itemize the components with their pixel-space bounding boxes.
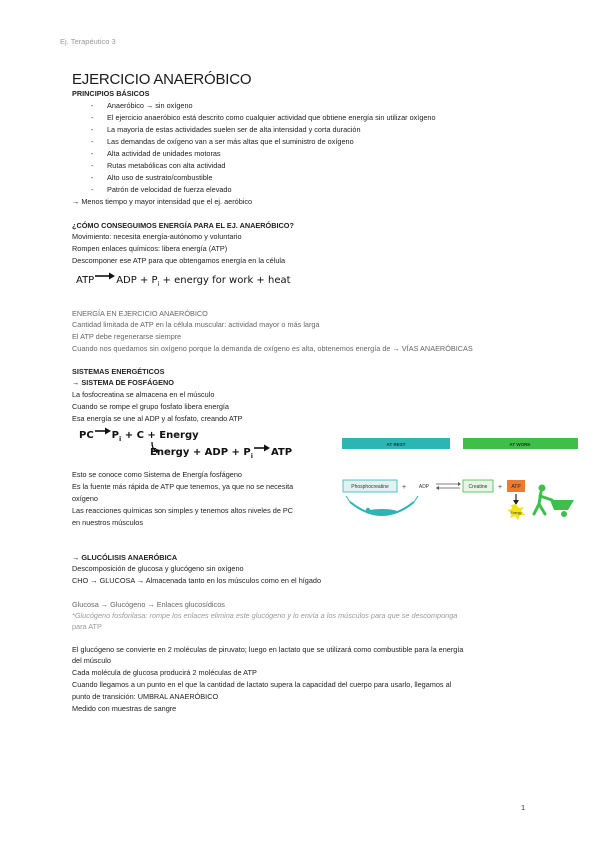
glucolisis-line: Medido con muestras de sangre bbox=[72, 704, 177, 713]
worker-wheelbarrow-icon bbox=[534, 485, 574, 518]
principios-conclusion: → Menos tiempo y mayor intensidad que el ej. aeróbico bbox=[72, 197, 253, 206]
fosfageno-line: en nuestros músculos bbox=[72, 518, 143, 527]
glucolisis-line: CHO → GLUCOSA → Almacenada tanto en los músculos como en el hígado bbox=[72, 576, 322, 585]
como-line: Descomponer ese ATP para que obtengamos energía en la célula bbox=[72, 256, 286, 265]
glucolisis-line: punto de transición: UMBRAL ANAERÓBICO bbox=[72, 692, 219, 701]
como-line: Movimiento: necesita energía-autónomo y voluntario bbox=[72, 232, 242, 241]
glucolisis-line: Cuando llegamos a un punto en el que la cantidad de lactato supera la capacidad del cuerpo para usarlo, llegamos al bbox=[72, 680, 452, 689]
energy-label: Energy bbox=[510, 511, 522, 515]
principios-heading: PRINCIPIOS BÁSICOS bbox=[72, 89, 150, 98]
at-work-label: AT WORK bbox=[509, 442, 531, 447]
glucolisis-note: para ATP bbox=[72, 622, 102, 631]
glucolisis-note: *Glucógeno fosforilasa: rompe los enlaces elimina este glucógeno y lo envía a los músculos para que se descomponga bbox=[72, 611, 458, 620]
como-line: Rompen enlaces químicos: libera energía (ATP) bbox=[72, 244, 228, 253]
energia-line: Cantidad limitada de ATP en la célula muscular: actividad mayor o más larga bbox=[72, 320, 320, 329]
fosfageno-line: Cuando se rompe el grupo fosfato libera energía bbox=[72, 402, 229, 411]
fosfageno-line: Las reacciones químicas son simples y tenemos altos niveles de PC bbox=[72, 506, 294, 515]
phosphagen-figure bbox=[342, 438, 578, 532]
hammock-person-icon bbox=[346, 496, 418, 515]
plus-sign: + bbox=[401, 484, 407, 491]
arrow-right-icon bbox=[94, 427, 112, 438]
fosfageno-line: Esto se conoce como Sistema de Energía fosfágeno bbox=[72, 470, 242, 479]
fosfageno-line: Es la fuente más rápida de ATP que tenemos, ya que no se necesita bbox=[72, 482, 294, 491]
como-heading: ¿CÓMO CONSEGUIMOS ENERGÍA PARA EL EJ. ANAERÓBICO? bbox=[72, 221, 294, 230]
phosphocreatine-label: Phosphocreatine bbox=[351, 484, 389, 490]
atp-equation: ATP ADP + $P_i$ + energy for work + heat bbox=[76, 275, 291, 288]
fosfageno-heading: → SISTEMA DE FOSFÁGENO bbox=[72, 378, 174, 387]
energia-line: El ATP debe regenerarse siempre bbox=[72, 332, 182, 341]
arrow-right-icon bbox=[253, 444, 271, 455]
glucolisis-line: Cada molécula de glucosa producirá 2 moléculas de ATP bbox=[72, 668, 257, 677]
adp-label: ADP bbox=[418, 484, 430, 490]
fosfageno-line: La fosfocreatina se almacena en el músculo bbox=[72, 390, 215, 399]
equilibrium-arrows-icon bbox=[436, 482, 461, 490]
glucolisis-line: Descomposición de glucosa y glucógeno sin oxígeno bbox=[72, 564, 244, 573]
creatine-label: Creatine bbox=[468, 484, 488, 490]
energia-heading: ENERGÍA EN EJERCICIO ANAERÓBICO bbox=[72, 309, 208, 318]
energia-line: Cuando nos quedamos sin oxígeno porque la demanda de oxígeno es alta, obtenemos energía de → VÍAS ANAERÓBICAS bbox=[72, 344, 473, 353]
pc-equation-bottom: Energy + ADP + $P_i$ ATP bbox=[150, 447, 292, 460]
page-title: EJERCICIO ANAERÓBICO bbox=[72, 71, 252, 88]
pc-equation-top: PC $P_i + C$ + Energy bbox=[79, 430, 199, 443]
sistemas-heading: SISTEMAS ENERGÉTICOS bbox=[72, 367, 165, 376]
glucolisis-chain: Glucosa → Glucógeno → Enlaces glucosídicos bbox=[72, 600, 225, 609]
running-header: Ej. Terapéutico 3 bbox=[60, 37, 116, 46]
glucolisis-heading: → GLUCÓLISIS ANAERÓBICA bbox=[72, 553, 178, 562]
page-number: 1 bbox=[521, 803, 526, 812]
fosfageno-line: Esa energía se une al ADP y al fosfato, creando ATP bbox=[72, 414, 243, 423]
arrow-right-icon bbox=[94, 272, 116, 283]
fosfageno-line: oxígeno bbox=[72, 494, 98, 503]
atp-label: ATP bbox=[511, 484, 521, 490]
glucolisis-line: El glucógeno se convierte en 2 moléculas de piruvato; luego en lactato que se utilizará como combustible para la energía bbox=[72, 645, 464, 654]
at-rest-label: AT REST bbox=[386, 442, 406, 447]
glucolisis-line: del músculo bbox=[72, 656, 111, 665]
plus-sign: + bbox=[497, 484, 503, 491]
